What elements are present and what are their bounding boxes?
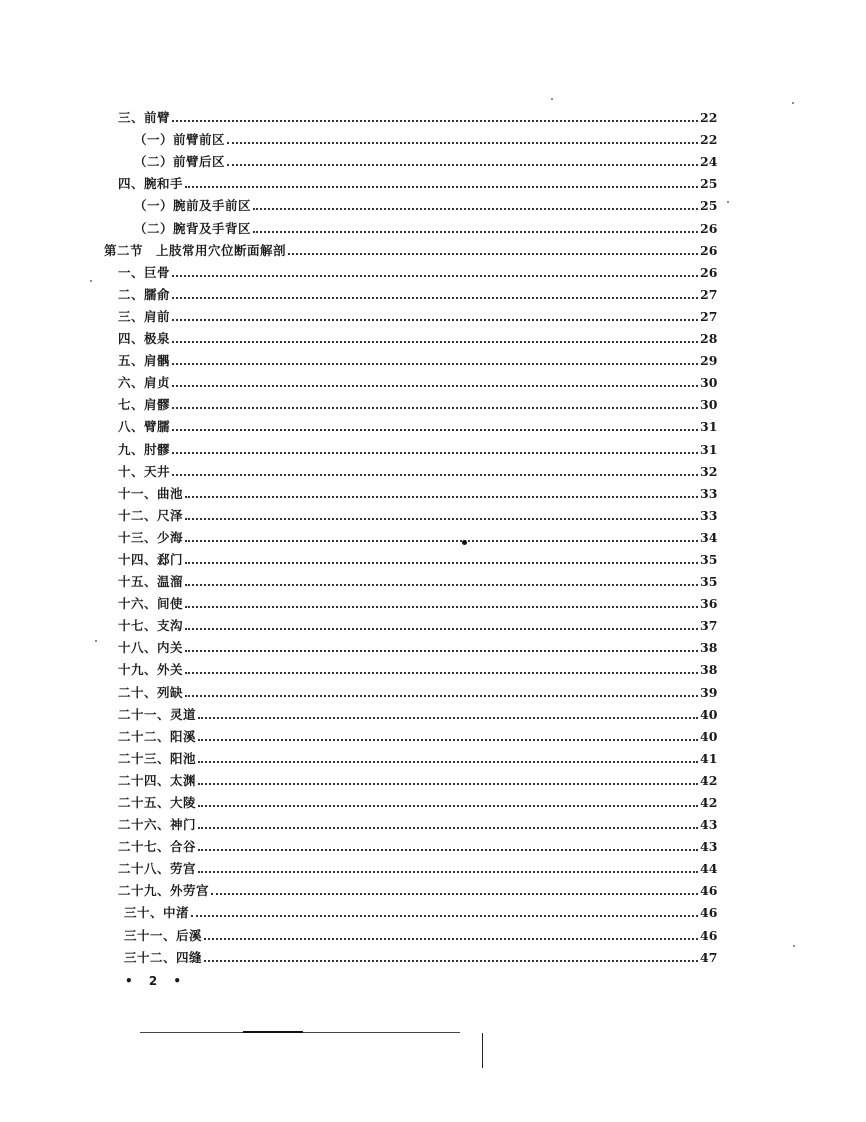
- toc-entry: [104, 324, 716, 346]
- toc-entry-page: 42: [700, 772, 718, 788]
- toc-entry-label: 三、前臂: [118, 110, 171, 126]
- toc-entry-page: 36: [700, 596, 718, 612]
- dot-leader: [172, 296, 698, 299]
- toc-entry: [104, 876, 716, 898]
- toc-entry-page: 42: [700, 795, 718, 810]
- dot-leader: [185, 627, 698, 630]
- dot-leader: [198, 848, 698, 851]
- toc-entry-label: 一、巨骨: [118, 264, 171, 280]
- toc-entry-label: （一）腕前及手前区: [134, 198, 252, 214]
- scan-speck: [95, 640, 97, 642]
- dot-leader: [172, 274, 698, 277]
- dot-leader: [198, 804, 698, 807]
- toc-entry-label: 十六、间使: [118, 596, 184, 612]
- toc-entry-label: 三、肩前: [118, 308, 171, 324]
- toc-entry: [104, 788, 716, 810]
- dot-leader: [198, 826, 698, 829]
- toc-entry: [104, 213, 716, 235]
- dot-leader: [172, 406, 698, 409]
- dot-leader: [198, 870, 698, 873]
- toc-entry: [104, 700, 716, 722]
- dot-leader: [185, 185, 698, 188]
- scan-artifact-tick: [482, 1033, 483, 1068]
- toc-entry: [104, 920, 716, 942]
- toc-section-heading: [104, 236, 716, 258]
- scan-speck: [793, 945, 795, 947]
- toc-entry-label: 二十八、劳宫: [118, 861, 197, 877]
- toc-entry: [104, 810, 716, 832]
- toc-entry-label: 二十九、外劳宫: [118, 883, 210, 899]
- dot-leader: [185, 495, 698, 498]
- toc-entry-label: 二十三、阳池: [118, 750, 197, 766]
- toc-entry: [104, 125, 716, 147]
- toc-entry-page: 46: [700, 905, 718, 921]
- toc-entry-page: 38: [700, 662, 718, 678]
- toc-entry-label: 十四、郄门: [118, 551, 184, 567]
- toc-entry: [104, 832, 716, 854]
- dot-leader: [185, 539, 698, 542]
- dot-leader: [211, 892, 698, 895]
- toc-entry: [104, 434, 716, 456]
- toc-entry-label: 五、肩髃: [118, 353, 171, 369]
- toc-entry-label: （一）前臂前区: [134, 132, 226, 148]
- toc-entry: [104, 545, 716, 567]
- dot-leader: [198, 782, 698, 785]
- toc-entry: [104, 744, 716, 766]
- toc-entry: [104, 191, 716, 213]
- table-of-contents: [104, 103, 716, 965]
- toc-entry-label: 二十七、合谷: [118, 839, 197, 855]
- dot-leader: [185, 649, 698, 652]
- toc-entry-page: 31: [700, 441, 718, 457]
- toc-entry: [104, 589, 716, 611]
- toc-entry-label: 二十二、阳溪: [118, 728, 197, 744]
- toc-entry-label: （二）腕背及手背区: [134, 220, 252, 236]
- toc-entry-page: 31: [700, 419, 718, 435]
- toc-entry-label: 四、极泉: [118, 331, 171, 347]
- toc-entry-page: 26: [700, 242, 718, 258]
- toc-entry-label: 四、腕和手: [118, 176, 184, 192]
- toc-entry-page: 40: [700, 706, 718, 722]
- dot-leader: [172, 451, 698, 454]
- scan-speck: [727, 201, 729, 203]
- dot-leader: [204, 937, 698, 940]
- toc-entry-label: 七、肩髎: [118, 397, 171, 413]
- toc-entry: [104, 280, 716, 302]
- toc-entry-page: 44: [700, 861, 718, 877]
- toc-entry: [104, 567, 716, 589]
- toc-entry: [104, 368, 716, 390]
- toc-entry: [104, 766, 716, 788]
- toc-entry: [104, 147, 716, 169]
- dot-leader: [198, 738, 698, 741]
- dot-leader: [204, 959, 698, 962]
- dot-leader: [172, 119, 698, 122]
- toc-entry: [104, 258, 716, 280]
- toc-entry: [104, 633, 716, 655]
- toc-entry-label: 九、肘髎: [118, 441, 171, 457]
- toc-entry-page: 22: [700, 110, 718, 126]
- dot-leader: [185, 517, 698, 520]
- dot-leader: [227, 163, 698, 166]
- toc-entry-page: 35: [700, 551, 718, 567]
- dot-leader: [191, 914, 698, 917]
- toc-entry-label: 二十六、神门: [118, 817, 197, 833]
- toc-entry-page: 47: [700, 949, 718, 965]
- toc-entry-label: 十三、少海: [118, 529, 184, 545]
- toc-entry-page: 37: [700, 618, 718, 634]
- toc-entry-label: 十一、曲池: [118, 485, 184, 501]
- toc-entry-page: 46: [700, 927, 718, 943]
- toc-entry-label: 八、臂臑: [118, 419, 171, 435]
- toc-entry-label: 第二节 上肢常用穴位断面解剖: [104, 242, 287, 258]
- scan-speck: [792, 102, 794, 104]
- toc-entry-page: 27: [700, 286, 718, 302]
- scan-speck: [90, 280, 92, 282]
- toc-entry-label: 十九、外关: [118, 662, 184, 678]
- toc-entry-label: 二十四、太渊: [118, 772, 197, 788]
- toc-entry-label: 三十一、后溪: [124, 927, 203, 943]
- toc-entry-page: 26: [700, 264, 718, 280]
- toc-entry-label: 十五、温溜: [118, 574, 184, 590]
- toc-entry-label: 六、肩贞: [118, 375, 171, 391]
- toc-entry-page: 43: [700, 817, 718, 833]
- toc-entry: [104, 169, 716, 191]
- dot-leader: [185, 694, 698, 697]
- page-number: • 2 •: [125, 974, 188, 988]
- dot-leader: [172, 318, 698, 321]
- toc-entry-page: 30: [700, 375, 718, 391]
- dot-leader: [288, 252, 698, 255]
- toc-entry-page: 39: [700, 684, 718, 700]
- toc-entry-label: 二十、列缺: [118, 684, 184, 700]
- toc-entry-label: （二）前臂后区: [134, 154, 226, 170]
- toc-entry: [104, 479, 716, 501]
- dot-leader: [198, 760, 698, 763]
- toc-entry-label: 二十一、灵道: [118, 706, 197, 722]
- toc-entry: [104, 611, 716, 633]
- dot-leader: [227, 141, 698, 144]
- dot-leader: [185, 583, 698, 586]
- toc-entry: [104, 302, 716, 324]
- toc-entry-page: 40: [700, 728, 718, 744]
- toc-entry: [104, 457, 716, 479]
- toc-entry-page: 32: [700, 463, 718, 479]
- toc-entry-label: 十八、内关: [118, 640, 184, 656]
- toc-entry-page: 28: [700, 331, 718, 347]
- toc-entry-page: 24: [700, 154, 718, 170]
- dot-leader: [185, 671, 698, 674]
- dot-leader: [172, 362, 698, 365]
- scan-speck: [551, 98, 553, 100]
- toc-entry-page: 46: [700, 883, 718, 899]
- toc-entry-page: 26: [700, 220, 718, 236]
- toc-entry-page: 22: [700, 132, 718, 148]
- dot-leader: [185, 605, 698, 608]
- toc-entry-label: 十、天井: [118, 463, 171, 479]
- toc-entry: [104, 523, 716, 545]
- toc-entry-label: 三十二、四缝: [124, 949, 203, 965]
- toc-entry-label: 十二、尺泽: [118, 507, 184, 523]
- toc-entry-page: 25: [700, 198, 718, 214]
- toc-entry: [104, 677, 716, 699]
- scan-speck: [462, 540, 467, 545]
- dot-leader: [172, 473, 698, 476]
- toc-entry-page: 41: [700, 750, 718, 766]
- toc-entry-page: 34: [700, 529, 718, 545]
- toc-entry: [104, 655, 716, 677]
- toc-entry: [104, 898, 716, 920]
- toc-entry: [104, 346, 716, 368]
- toc-entry-label: 二十五、大陵: [118, 795, 197, 810]
- toc-entry-page: 43: [700, 839, 718, 855]
- toc-entry-page: 38: [700, 640, 718, 656]
- dot-leader: [253, 207, 698, 210]
- toc-entry-page: 30: [700, 397, 718, 413]
- toc-entry-page: 33: [700, 485, 718, 501]
- toc-entry-page: 35: [700, 574, 718, 590]
- toc-entry-page: 29: [700, 353, 718, 369]
- toc-entry-page: 25: [700, 176, 718, 192]
- toc-entry: [104, 501, 716, 523]
- dot-leader: [172, 340, 698, 343]
- toc-entry: [104, 722, 716, 744]
- toc-entry: [104, 390, 716, 412]
- dot-leader: [185, 561, 698, 564]
- toc-entry-label: 二、臑俞: [118, 286, 171, 302]
- dot-leader: [172, 384, 698, 387]
- toc-entry: [104, 943, 716, 965]
- dot-leader: [172, 428, 698, 431]
- toc-entry-page: 27: [700, 308, 718, 324]
- toc-entry: [104, 103, 716, 125]
- toc-entry-label: 十七、支沟: [118, 618, 184, 634]
- toc-entry-label: 三十、中渚: [124, 905, 190, 921]
- dot-leader: [198, 716, 698, 719]
- dot-leader: [253, 230, 698, 233]
- toc-entry: [104, 412, 716, 434]
- toc-entry-page: 33: [700, 507, 718, 523]
- scan-artifact-line-thick: [243, 1031, 303, 1033]
- toc-entry: [104, 854, 716, 876]
